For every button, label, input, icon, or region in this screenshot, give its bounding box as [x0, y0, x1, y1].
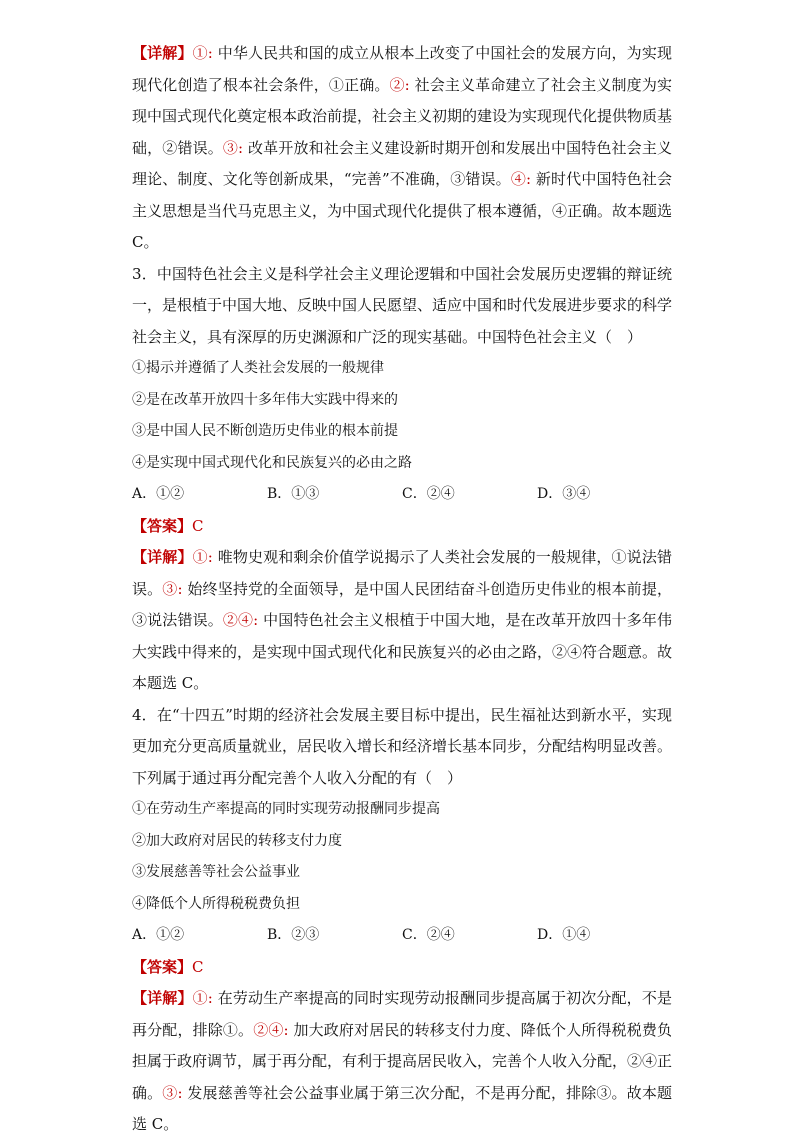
- question-3-item: ③是中国人民不断创造历史伟业的根本前提: [132, 423, 398, 439]
- choice-b: B．②③: [267, 927, 320, 943]
- question-4-item: ③发展慈善等社会公益事业: [132, 864, 300, 880]
- explanation-q2: [132, 38, 672, 259]
- answer-tag: 【答案】: [132, 957, 193, 976]
- question-4-item: ④降低个人所得税税费负担: [132, 895, 300, 912]
- question-4-stem: 4．在“十四五”时期的经济社会发展主要目标中提出，民生福祉达到新水平，实现更加充分更高质量就业，居民收入增长和经济增长基本同步，分配结构明显改善。下列属于通过再分配完善个人收入分配的有（ ）: [132, 705, 673, 787]
- point-text: 中国特色社会主义根植于中国大地，是在改革开放四十多年伟大实践中得来的，是实现中国式现代化和民族复兴的必由之路，②④符合题意。故本题选 C。: [132, 611, 673, 692]
- answer-value: C: [192, 516, 204, 535]
- question-3-item: ④是实现中国式现代化和民族复兴的必由之路: [132, 454, 412, 471]
- document-page: [132, 38, 672, 1141]
- question-4-choices: [132, 920, 672, 952]
- answer-value: C: [192, 957, 204, 976]
- question-3-answer: [132, 511, 672, 543]
- choice-a: A．①②: [132, 927, 185, 943]
- answer-tag: 【答案】: [132, 516, 193, 535]
- choice-c: C．②④: [402, 486, 455, 502]
- point-mark: ②:: [389, 75, 410, 94]
- point-mark: ④:: [510, 170, 532, 188]
- question-3-item: ②是在改革开放四十多年伟大实践中得来的: [132, 391, 398, 408]
- point-mark: ①:: [192, 989, 213, 1007]
- question-3-item: ①揭示并遵循了人类社会发展的一般规律: [132, 360, 384, 376]
- point-mark: ②④:: [253, 1020, 289, 1039]
- explanation-q3: [132, 542, 672, 700]
- explanation-tag: 【详解】: [132, 548, 193, 566]
- point-mark: ③:: [222, 138, 244, 157]
- point-text: 始终坚持党的全面领导，是中国人民团结奋斗创造历史伟业的根本前提，③说法错误。: [132, 579, 672, 629]
- choice-c: C．②④: [402, 927, 455, 943]
- point-mark: ①:: [192, 548, 213, 566]
- choice-d: D．③④: [537, 486, 591, 502]
- point-text: 社会主义革命建立了社会主义制度为实现中国式现代化奠定根本政治前提，社会主义初期的建设为实现现代化提供物质基础，②错误。: [132, 75, 673, 157]
- choice-d: D．①④: [537, 927, 591, 943]
- point-text: 改革开放和社会主义建设新时期开创和发展出中国特色社会主义理论、制度、文化等创新成果，“完善”不准确，③错误。: [132, 138, 672, 188]
- question-4-answer: [132, 952, 672, 984]
- point-text: 加大政府对居民的转移支付力度、降低个人所得税税费负担属于政府调节，属于再分配，有利于提高居民收入，完善个人收入分配，②④正确。: [132, 1020, 673, 1102]
- point-mark: ③:: [162, 579, 183, 598]
- point-text: 新时代中国特色社会主义思想是当代马克思主义，为中国式现代化提供了根本遵循，④正确。故本题选 C。: [132, 170, 673, 251]
- explanation-q4: [132, 983, 672, 1141]
- point-mark: ③:: [162, 1083, 183, 1102]
- point-text: 中华人民共和国的成立从根本上改变了中国社会的发展方向，为实现现代化创造了根本社会条件，①正确。: [132, 44, 672, 94]
- point-mark: ②④:: [222, 611, 259, 629]
- choice-a: A．①②: [132, 486, 185, 502]
- explanation-tag: 【详解】: [132, 44, 193, 62]
- question-3-choices: [132, 479, 672, 511]
- point-mark: ①:: [192, 44, 213, 62]
- explanation-tag: 【详解】: [132, 989, 193, 1007]
- choice-b: B．①③: [267, 486, 320, 502]
- point-text: 唯物史观和剩余价值学说揭示了人类社会发展的一般规律，①说法错误。: [132, 548, 672, 598]
- question-3-stem: 3．中国特色社会主义是科学社会主义理论逻辑和中国社会发展历史逻辑的辩证统一，是根植于中国大地、反映中国人民愿望、适应中国和时代发展进步要求的科学社会主义，具有深厚的历史渊源和广泛的现实基础。中国特色社会主义（ ）: [132, 264, 673, 346]
- point-text: 发展慈善等社会公益事业属于第三次分配，不是再分配，排除③。故本题选 C。: [132, 1083, 672, 1133]
- point-text: 在劳动生产率提高的同时实现劳动报酬同步提高属于初次分配，不是再分配，排除①。: [132, 989, 672, 1039]
- question-4-item: ②加大政府对居民的转移支付力度: [132, 832, 342, 849]
- question-4-item: ①在劳动生产率提高的同时实现劳动报酬同步提高: [132, 801, 440, 817]
